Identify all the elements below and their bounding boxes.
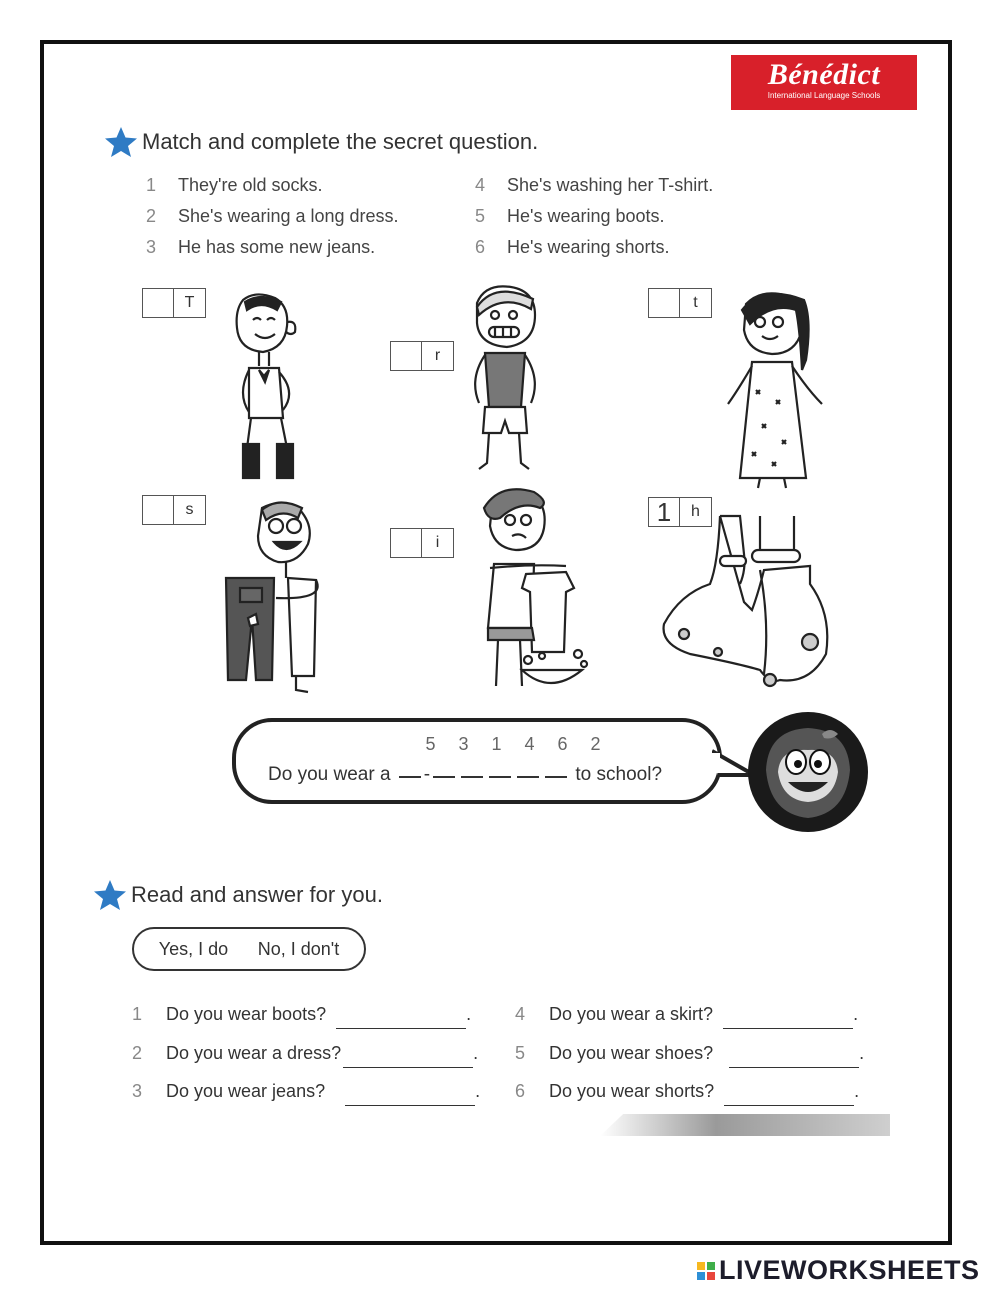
- number-input-i[interactable]: [390, 528, 422, 558]
- footer-brand: LIVEWORKSHEETS: [719, 1255, 980, 1285]
- secret-question: Do you wear a - to school?: [268, 764, 663, 785]
- boy-jeans-illustration: [218, 500, 330, 695]
- letter-s: s: [174, 495, 206, 525]
- section1-title: Match and complete the secret question.: [142, 129, 539, 154]
- benedict-logo: [731, 55, 917, 110]
- girl-washing-illustration: [470, 488, 595, 696]
- letter-t: t: [680, 288, 712, 318]
- letter-T: T: [174, 288, 206, 318]
- letter-h: h: [680, 497, 712, 527]
- secret-question-bubble: [232, 718, 722, 804]
- question-4: 4 Do you wear a skirt? .: [515, 1004, 858, 1029]
- girl-dress-illustration: [722, 290, 832, 490]
- letter-r: r: [422, 341, 454, 371]
- code-digit: 1: [491, 734, 502, 754]
- blank-6[interactable]: [545, 774, 567, 778]
- number-input-t[interactable]: [648, 288, 680, 318]
- question-5: 5 Do you wear shoes? .: [515, 1043, 864, 1068]
- blank-3[interactable]: [461, 774, 483, 778]
- question-end: to school?: [575, 764, 663, 785]
- question-1: 1 Do you wear boots? .: [132, 1004, 471, 1029]
- choice-yes: Yes, I do: [158, 938, 229, 959]
- section2-heading: [93, 879, 383, 911]
- match-box-T: [142, 288, 206, 318]
- blank-4[interactable]: [489, 774, 511, 778]
- logo-brand: Bénédict: [767, 58, 881, 91]
- sentence-1: 1 They're old socks.: [146, 175, 323, 195]
- decorative-bar: [600, 1114, 890, 1136]
- code-digits: [414, 734, 612, 755]
- boy-boots-illustration: [215, 290, 315, 485]
- answer-input-2[interactable]: [343, 1047, 473, 1068]
- liveworksheets-mark-icon: [697, 1262, 715, 1280]
- blank-1[interactable]: [399, 774, 421, 778]
- code-digit: 3: [458, 734, 469, 754]
- blank-5[interactable]: [517, 774, 539, 778]
- code-digit: 5: [425, 734, 436, 754]
- question-3: 3 Do you wear jeans? .: [132, 1081, 480, 1106]
- number-input-r[interactable]: [390, 341, 422, 371]
- match-box-r: [390, 341, 454, 371]
- question-start: Do you wear a: [268, 764, 391, 785]
- match-box-s: [142, 495, 206, 525]
- code-digit: 4: [524, 734, 535, 754]
- match-box-i: [390, 528, 454, 558]
- star-icon: [93, 879, 127, 911]
- sentence-3: 3 He has some new jeans.: [146, 237, 376, 257]
- answer-choices: [132, 927, 366, 971]
- sentence-5: 5 He's wearing boots.: [475, 206, 665, 226]
- boy-shorts-illustration: [455, 283, 555, 475]
- match-box-t: [648, 288, 712, 318]
- code-digit: 2: [590, 734, 601, 754]
- answer-input-1[interactable]: [336, 1008, 466, 1029]
- answer-input-4[interactable]: [723, 1008, 853, 1029]
- answer-input-5[interactable]: [729, 1047, 859, 1068]
- liveworksheets-logo: [697, 1255, 980, 1286]
- letter-i: i: [422, 528, 454, 558]
- answer-input-6[interactable]: [724, 1085, 854, 1106]
- question-6: 6 Do you wear shorts? .: [515, 1081, 859, 1106]
- section2-title: Read and answer for you.: [131, 882, 383, 907]
- monkey-character-icon: [746, 710, 870, 834]
- logo-subtitle: International Language Schools: [767, 91, 881, 100]
- blank-2[interactable]: [433, 774, 455, 778]
- question-2: 2 Do you wear a dress? .: [132, 1043, 478, 1068]
- old-socks-illustration: [660, 514, 832, 694]
- number-input-T[interactable]: [142, 288, 174, 318]
- sentence-6: 6 He's wearing shorts.: [475, 237, 670, 257]
- answer-input-3[interactable]: [345, 1085, 475, 1106]
- code-digit: 6: [557, 734, 568, 754]
- sentence-4: 4 She's washing her T-shirt.: [475, 175, 714, 195]
- choice-no: No, I don't: [257, 938, 340, 959]
- sentence-2: 2 She's wearing a long dress.: [146, 206, 399, 226]
- star-icon: [104, 126, 138, 158]
- number-input-s[interactable]: [142, 495, 174, 525]
- section1-heading: [104, 126, 538, 158]
- number-1: 1: [648, 497, 680, 527]
